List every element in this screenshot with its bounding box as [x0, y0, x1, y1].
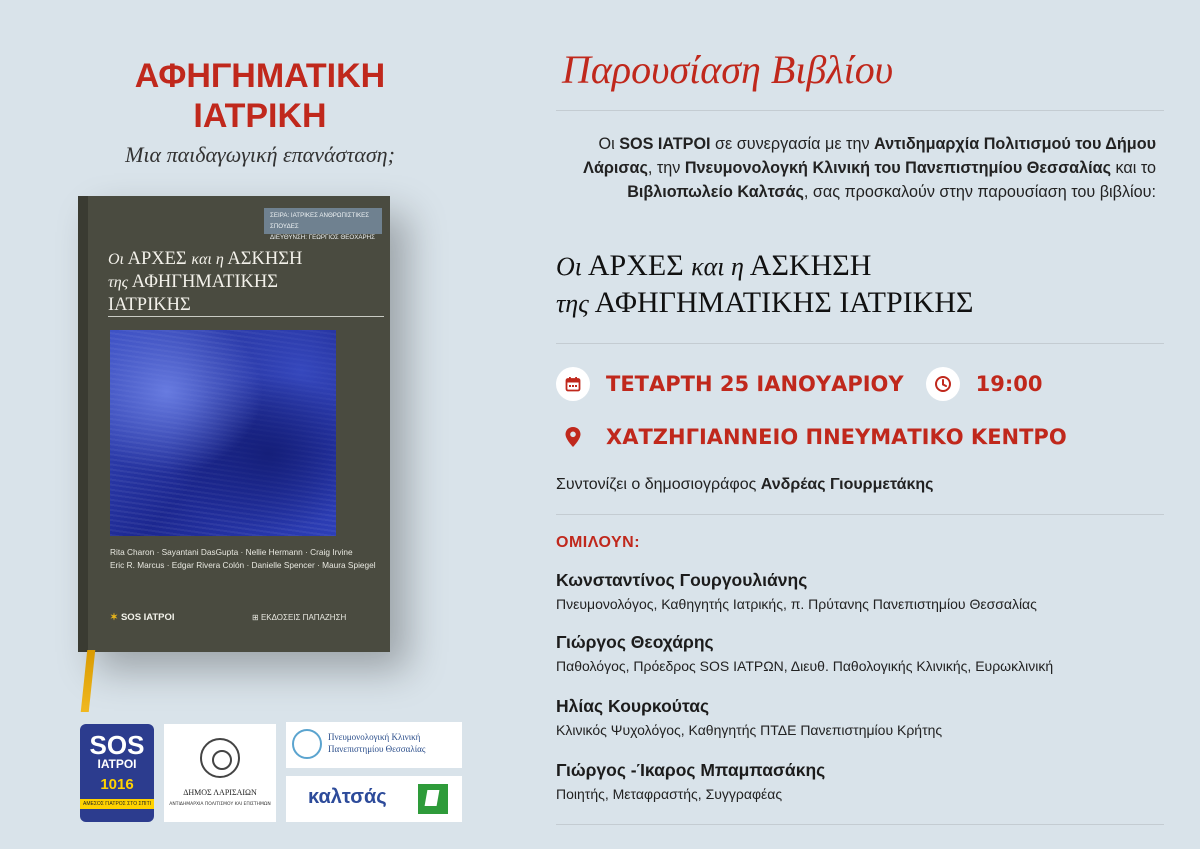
location-pin-icon — [556, 420, 590, 454]
book-publisher — [252, 613, 346, 622]
speakers-label: ΟΜΙΛΟΥΝ: — [556, 534, 641, 551]
book-series-line2: ΔΙΕΥΘΥΝΣΗ: ΓΕΩΡΓΙΟΣ ΘΕΟΧΑΡΗΣ — [270, 234, 375, 241]
speaker-name: Γιώργος Θεοχάρης — [556, 632, 714, 652]
event-date: ΤΕΤΑΡΤΗ 25 ΙΑΝΟΥΑΡΙΟΥ — [606, 372, 904, 396]
sos-logo-text: SOS — [89, 730, 145, 760]
sos-logo-sub: ΙΑΤΡΟΙ — [97, 757, 137, 771]
sos-iatroi-logo — [80, 724, 154, 822]
book-cover-title — [108, 248, 378, 316]
sos-star-icon: ✶ — [110, 612, 118, 623]
coordinator — [556, 476, 934, 494]
book-title-it2: και η — [191, 251, 224, 268]
intro-text — [556, 132, 1156, 204]
coordinator-prefix: Συντονίζει ο δημοσιογράφος — [556, 476, 761, 493]
book-spine — [78, 196, 88, 652]
intro-part: , σας προσκαλούν στην παρουσίαση του βιβλίου: — [803, 183, 1156, 201]
book-series-line1: ΣΕΙΡΑ: ΙΑΤΡΙΚΕΣ ΑΝΘΡΩΠΙΣΤΙΚΕΣ ΣΠΟΥΔΕΣ — [270, 212, 370, 230]
clock-icon — [926, 367, 960, 401]
book-title-it3: της — [108, 274, 129, 291]
book-title-it: Οι — [556, 252, 582, 281]
sos-logo-tag: ΑΜΕΣΟΣ ΓΙΑΤΡΟΣ ΣΤΟ ΣΠΙΤΙ — [80, 799, 154, 809]
dimos-seal-icon — [200, 738, 240, 778]
book-authors-line2: Eric R. Marcus · Edgar Rivera Colón · Danielle Spencer · Maura Spiegel — [110, 560, 376, 570]
page-title: Παρουσίαση Βιβλίου — [562, 47, 894, 92]
book-title-w4: ΙΑΤΡΙΚΗΣ — [108, 295, 191, 315]
bookmark-ribbon — [81, 650, 96, 712]
book-authors — [110, 546, 390, 572]
intro-part: Οι — [598, 135, 620, 153]
divider — [556, 110, 1164, 111]
speaker-name: Ηλίας Κουρκούτας — [556, 696, 710, 716]
book-title-it: της — [556, 289, 589, 318]
book-divider — [108, 316, 384, 317]
kaltsas-logo — [286, 776, 462, 822]
sos-logo-number: 1016 — [100, 776, 134, 793]
book-title-it1: Οι — [108, 251, 124, 268]
intro-clinic: Πνευμονολογκή Κλινική του Πανεπιστημίου Θεσσαλίας — [684, 159, 1111, 177]
kaltsas-logo-name: καλτσάς — [308, 786, 387, 808]
coordinator-name: Ανδρέας Γιουρμετάκης — [760, 476, 934, 493]
pneumo-logo-line2: Πανεπιστημίου Θεσσαλίας — [328, 744, 426, 754]
intro-bookstore: Βιβλιοπωλείο Καλτσάς — [627, 183, 804, 201]
book-cover-painting — [110, 330, 336, 536]
divider — [556, 824, 1164, 825]
book-title-word: ΑΣΚΗΣΗ — [749, 249, 872, 282]
book-series-label — [264, 208, 382, 241]
dimos-logo-sub: ΑΝΤΙΔΗΜΑΡΧΙΑ ΠΟΛΙΤΙΣΜΟΥ ΚΑΙ ΕΠΙΣΤΗΜΩΝ — [169, 802, 271, 807]
book-title — [556, 248, 1156, 322]
publisher-logo-icon: ⊞ — [252, 613, 259, 622]
pneumo-logo-line1: Πνευμονολογική Κλινική — [328, 732, 421, 742]
divider — [556, 514, 1164, 515]
intro-part: , την — [647, 159, 685, 177]
book-cover — [78, 196, 390, 652]
intro-municipality: Αντιδημαρχία Πολιτισμού του Δήμου Λάρισας — [583, 135, 1156, 177]
intro-sos: SOS ΙΑΤΡΟΙ — [619, 135, 711, 153]
speaker-role: Παθολόγος, Πρόεδρος SOS ΙΑΤΡΩΝ, Διευθ. Παθολογικής Κλινικής, Ευρωκλινική — [556, 658, 1054, 674]
left-subtitle: Μια παιδαγωγική επανάσταση; — [125, 142, 395, 167]
left-panel — [0, 0, 520, 849]
lungs-icon — [292, 729, 322, 759]
speaker-role: Ποιητής, Μεταφραστής, Συγγραφέας — [556, 786, 783, 802]
speaker-role: Πνευμονολόγος, Καθηγητής Ιατρικής, π. Πρύτανης Πανεπιστημίου Θεσσαλίας — [556, 596, 1037, 612]
event-time: 19:00 — [975, 372, 1043, 396]
dimos-larisaion-logo — [164, 724, 276, 822]
book-brand — [110, 612, 175, 623]
pneumo-logo-text — [328, 731, 425, 755]
dimos-logo-name: ΔΗΜΟΣ ΛΑΡΙΣΑΙΩΝ — [183, 788, 257, 797]
book-title-w2: ΑΣΚΗΣΗ — [227, 249, 303, 269]
intro-part: σε συνεργασία με την — [710, 135, 875, 153]
book-title-w1: ΑΡΧΕΣ — [127, 249, 187, 269]
book-title-it: και η — [691, 252, 744, 281]
divider — [556, 343, 1164, 344]
intro-part: και το — [1110, 159, 1156, 177]
book-brand-label: SOS ΙΑΤΡΟΙ — [120, 612, 175, 623]
book-authors-line1: Rita Charon · Sayantani DasGupta · Nellie Hermann · Craig Irvine — [110, 547, 353, 557]
speaker-name: Γιώργος -Ίκαρος Μπαμπασάκης — [556, 760, 826, 780]
speaker-name: Κωνσταντίνος Γουργουλιάνης — [556, 570, 808, 590]
pneumonology-clinic-logo — [286, 722, 462, 768]
book-title-word: ΑΦΗΓΗΜΑΤΙΚΗΣ ΙΑΤΡΙΚΗΣ — [594, 286, 974, 319]
book-publisher-label: ΕΚΔΟΣΕΙΣ ΠΑΠΑΖΗΣΗ — [260, 613, 347, 622]
left-title — [60, 56, 460, 136]
left-title-line2: ΙΑΤΡΙΚΗ — [193, 97, 327, 135]
event-datetime — [556, 367, 1042, 401]
kaltsas-book-icon — [418, 784, 448, 814]
calendar-icon — [556, 367, 590, 401]
event-venue — [556, 420, 1067, 454]
book-title-w3: ΑΦΗΓΗΜΑΤΙΚΗΣ — [131, 272, 279, 292]
book-title-word: ΑΡΧΕΣ — [587, 249, 684, 282]
speaker-role: Κλινικός Ψυχολόγος, Καθηγητής ΠΤΔΕ Πανεπιστημίου Κρήτης — [556, 722, 943, 738]
venue-name: ΧΑΤΖΗΓΙΑΝΝΕΙΟ ΠΝΕΥΜΑΤΙΚΟ ΚΕΝΤΡΟ — [606, 425, 1067, 449]
left-title-line1: ΑΦΗΓΗΜΑΤΙΚΗ — [134, 57, 386, 95]
